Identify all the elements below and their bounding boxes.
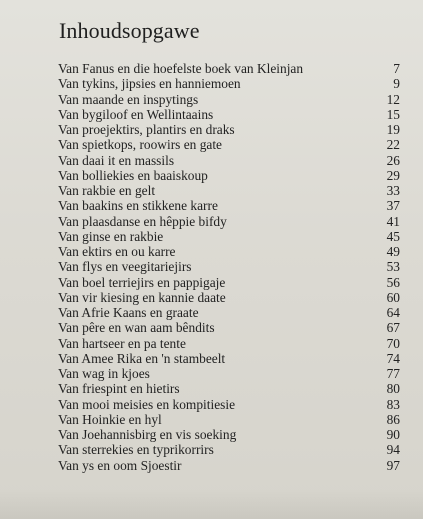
toc-entry-title: Van ginse en rakbie [58, 228, 164, 244]
toc-entry [58, 427, 400, 442]
toc-entry-page: 77 [386, 366, 400, 381]
toc-entry-title: Van mooi meisies en kompitiesie [58, 396, 236, 412]
toc-entry-page: 90 [386, 427, 400, 442]
toc-entry [58, 351, 400, 366]
toc-entry [58, 290, 400, 305]
toc-entry-title: Van spietkops, roowirs en gate [58, 137, 223, 153]
toc-entry-title: Van rakbie en gelt [58, 183, 156, 198]
toc-entry-page: 15 [386, 106, 400, 122]
toc-entry-title: Van ys en oom Sjoestir [58, 457, 182, 473]
toc-entry-page: 53 [386, 259, 400, 275]
toc-entry [58, 259, 400, 274]
toc-entry [58, 442, 400, 457]
toc-entry [58, 183, 400, 198]
toc-entry-page: 64 [386, 305, 400, 320]
toc-entry [58, 214, 400, 229]
toc-entry-title: Van hartseer en pa tente [58, 335, 186, 351]
toc-entry-page: 26 [386, 152, 400, 168]
toc-entry-page: 94 [386, 442, 400, 458]
toc-entry-page: 80 [386, 381, 400, 397]
toc-entry-title: Van sterrekies en typrikorrirs [58, 442, 214, 458]
toc-entry-page: 74 [386, 350, 400, 366]
toc-entry-page: 67 [386, 320, 400, 336]
toc-entry-title: Van Fanus en die hoefelste boek van Kleinjan [58, 61, 304, 76]
toc-entry-title: Van friespint en hietirs [58, 381, 180, 397]
toc-entry [58, 305, 400, 320]
toc-entry [58, 168, 400, 183]
toc-entry-title: Van boel terriejirs en pappigaje [58, 274, 226, 290]
toc-entry [58, 320, 400, 335]
toc-entry [58, 198, 400, 213]
toc-entry-page: 29 [386, 167, 400, 183]
toc-entry-page: 22 [386, 137, 400, 153]
toc-entry-title: Van bolliekies en baaiskoup [58, 167, 208, 183]
toc-entry-page: 49 [386, 244, 400, 259]
toc-entry-page: 86 [386, 411, 400, 427]
toc-entry-page: 70 [386, 335, 400, 351]
toc-entry-title: Van vir kiesing en kannie daate [58, 289, 226, 305]
toc-entry [58, 153, 400, 168]
toc-entry [58, 61, 400, 76]
toc-entry-title: Van bygiloof en Wellintaains [58, 106, 214, 122]
toc-entry-title: Van wag in kjoes [58, 366, 150, 381]
toc-entry-title: Van Amee Rika en 'n stambeelt [58, 350, 226, 366]
toc-entry [58, 412, 400, 427]
table-of-contents [58, 61, 400, 473]
toc-entry [58, 458, 400, 473]
toc-entry [58, 137, 400, 152]
page-bottom-shadow [0, 489, 423, 519]
toc-entry-title: Van maande en inspytings [58, 91, 199, 107]
toc-entry-title: Van Hoinkie en hyl [58, 411, 162, 427]
toc-entry-title: Van flys en veegitariejirs [58, 259, 192, 275]
toc-entry-page: 7 [393, 61, 400, 76]
toc-entry-page: 83 [386, 396, 400, 412]
toc-entry [58, 76, 400, 91]
toc-entry [58, 275, 400, 290]
toc-entry-title: Van proejektirs, plantirs en draks [58, 122, 235, 137]
toc-entry-title: Van ektirs en ou karre [58, 244, 176, 259]
toc-entry [58, 107, 400, 122]
toc-entry-title: Van plaasdanse en hêppie bifdy [58, 213, 227, 229]
toc-entry-page: 37 [386, 198, 400, 214]
toc-entry [58, 92, 400, 107]
toc-entry-page: 60 [386, 289, 400, 305]
toc-entry [58, 397, 400, 412]
toc-entry [58, 229, 400, 244]
toc-entry [58, 381, 400, 396]
toc-entry-page: 9 [393, 76, 400, 92]
toc-entry [58, 366, 400, 381]
toc-entry-page: 41 [386, 213, 400, 229]
toc-entry-title: Van pêre en wan aam bêndits [58, 320, 215, 336]
toc-entry [58, 336, 400, 351]
toc-entry-title: Van Afrie Kaans en graate [58, 305, 199, 320]
toc-entry-page: 33 [386, 183, 400, 198]
toc-entry-title: Van daai it en massils [58, 152, 175, 168]
toc-entry-title: Van tykins, jipsies en hanniemoen [58, 76, 241, 92]
toc-entry-title: Van baakins en stikkene karre [58, 198, 218, 214]
toc-entry [58, 244, 400, 259]
page-title: Inhoudsopgawe [59, 18, 200, 43]
toc-entry-page: 45 [386, 228, 400, 244]
toc-entry-page: 97 [386, 457, 400, 473]
toc-entry-page: 56 [386, 274, 400, 290]
toc-entry-page: 19 [386, 122, 400, 137]
toc-entry [58, 122, 400, 137]
toc-entry-page: 12 [386, 91, 400, 107]
toc-entry-title: Van Joehannisbirg en vis soeking [58, 427, 237, 442]
